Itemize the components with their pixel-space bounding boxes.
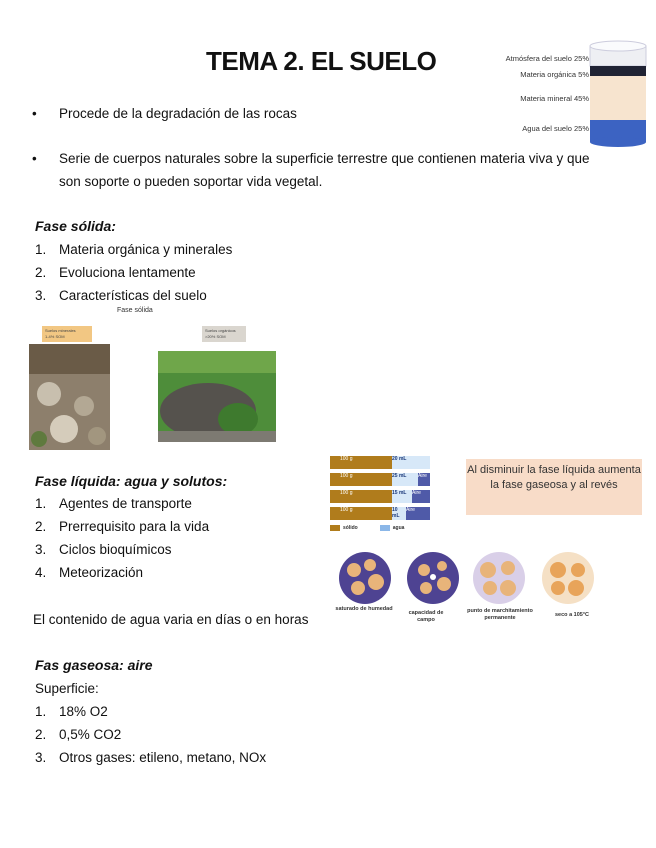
bullet-item: • Procede de la degradación de las rocas [32,106,297,121]
circle-wilting-point [473,552,525,604]
bullet-item: • Serie de cuerpos naturales sobre la superficie terrestre que contienen materia viva y que [32,151,590,166]
circle-oven-dry [542,552,594,604]
circle-saturated [339,552,391,604]
bars-legend: sólido agua [330,525,430,531]
list-item: 2. 0,5% CO2 [35,727,122,742]
solid-phase-heading: Fase sólida: [35,218,116,234]
bullet-continuation: son soporte o pueden soportar vida vegetal. [59,174,323,189]
bar-row: 100 g 15 mL Aire [330,490,430,503]
list-item: 4. Meteorización [35,565,144,580]
bar-row: 100 g 25 mL Aire [330,473,430,486]
list-item: 2. Prerrequisito para la vida [35,519,210,534]
list-item: 3. Ciclos bioquímicos [35,542,172,557]
soil-cylinder [588,40,648,150]
bar-row: 100 g 10 mL Aire [330,507,430,520]
mineral-soil-photo [29,344,110,450]
water-bars-figure [330,456,430,531]
circle-caption: saturado de humedad [335,606,393,612]
circle-field-capacity [407,552,459,604]
cylinder-label-air: Atmósfera del suelo 25% [505,54,589,63]
gas-subheading: Superficie: [35,681,99,696]
solid-figure-caption: Fase sólida [117,307,153,314]
water-content-note: El contenido de agua varia en días o en horas [33,612,309,627]
mineral-soil-tag: Suelos minerales 1-4% SOM [42,326,92,342]
circle-caption: seco a 105°C [555,612,589,618]
liquid-phase-heading: Fase líquida: agua y solutos: [35,473,228,489]
list-item: 3. Características del suelo [35,288,207,303]
list-item: 1. Materia orgánica y minerales [35,242,233,257]
soil-moisture-circles [336,550,600,606]
cylinder-label-mineral: Materia mineral 45% [520,94,589,103]
cylinder-label-water: Agua del suelo 25% [522,124,589,133]
list-item: 1. Agentes de transporte [35,496,192,511]
soil-composition-figure [474,40,650,150]
circle-caption: capacidad de campo [408,610,444,623]
list-item: 2. Evoluciona lentamente [35,265,196,280]
cylinder-label-organic: Materia orgánica 5% [520,70,589,79]
organic-soil-tag: Suelos orgánicos >20% SOM [202,326,246,342]
gas-phase-heading: Fas gaseosa: aire [35,657,153,673]
organic-soil-photo [158,351,276,442]
circle-caption: punto de marchitamiento permanente [467,608,533,621]
phase-note-box: Al disminuir la fase líquida aumenta la fase gaseosa y al revés [466,459,642,515]
bar-row: 100 g 20 mL [330,456,430,469]
page-title: TEMA 2. EL SUELO [206,46,437,76]
list-item: 3. Otros gases: etileno, metano, NOx [35,750,267,765]
list-item: 1. 18% O2 [35,704,108,719]
